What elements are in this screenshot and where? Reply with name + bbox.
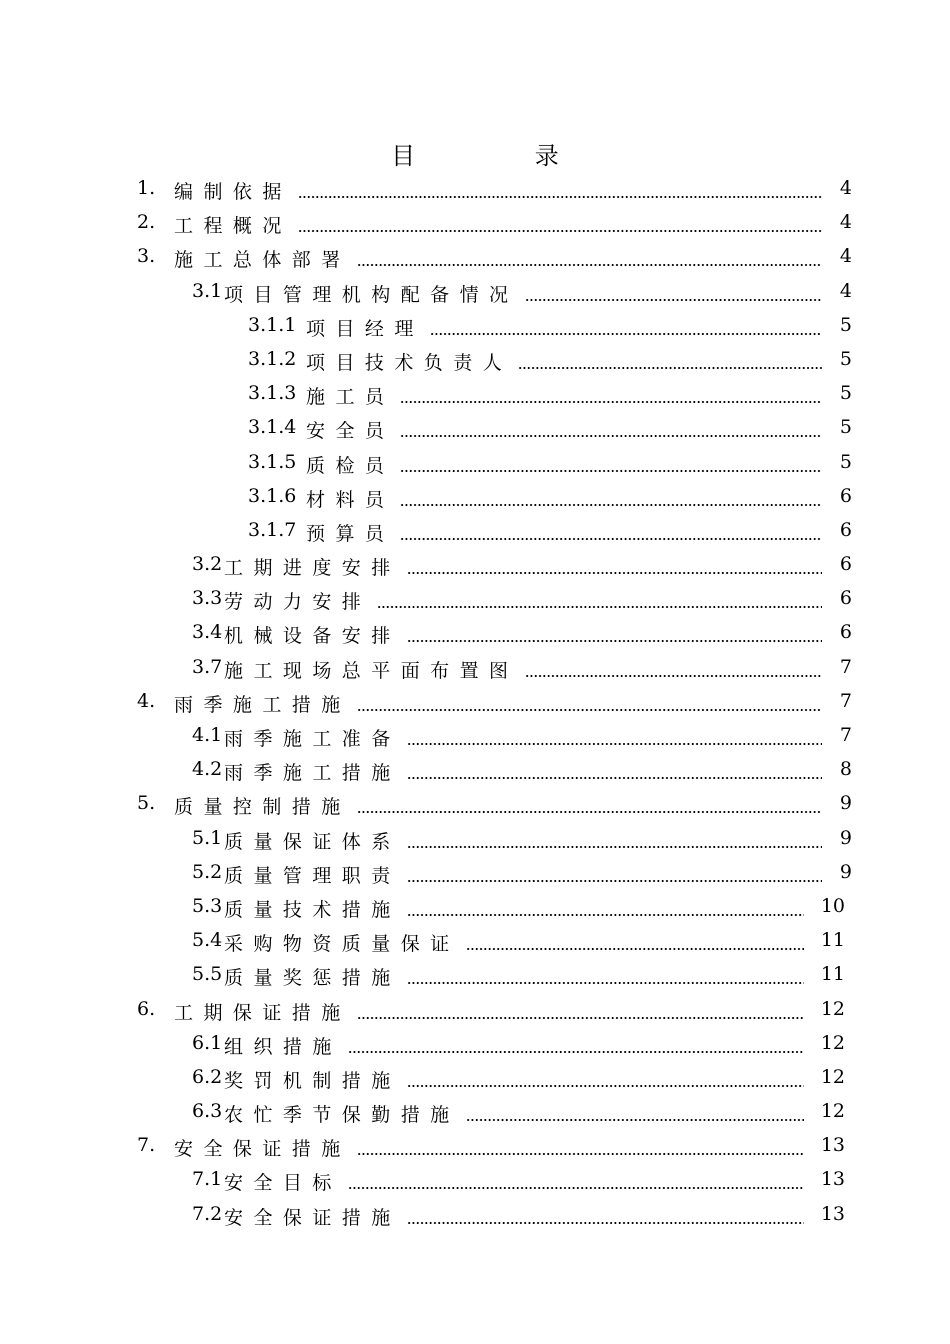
toc-leader-dots — [357, 1153, 804, 1155]
toc-entry[interactable] — [0, 206, 950, 240]
toc-entry-title: 采购物资质量保证 — [224, 933, 460, 956]
toc-leader-dots — [525, 299, 822, 301]
toc-entry-title: 质量管理职责 — [224, 864, 401, 887]
toc-entry[interactable] — [0, 1027, 950, 1061]
toc-entry-title: 编制依据 — [174, 181, 292, 203]
toc-entry-title: 雨季施工措施 — [174, 693, 351, 716]
toc-entry-title: 质量控制措施 — [174, 796, 351, 819]
toc-leader-dots — [400, 435, 822, 437]
toc-entry-title: 奖罚机制措施 — [224, 1069, 401, 1092]
toc-leader-dots — [518, 367, 822, 369]
toc-entry[interactable] — [0, 582, 950, 616]
toc-entry-number: 3.1.3 — [248, 382, 297, 405]
toc-entry-page: 11 — [820, 963, 845, 986]
toc-entry[interactable] — [0, 275, 950, 309]
toc-leader-dots — [407, 1085, 804, 1087]
toc-entry-page: 12 — [820, 1031, 845, 1054]
toc-leader-dots — [357, 709, 822, 711]
toc-entry-page: 4 — [839, 245, 852, 268]
toc-entry-title: 安全保证措施 — [224, 1206, 401, 1229]
toc-leader-dots — [525, 675, 822, 677]
toc-entry[interactable] — [0, 993, 950, 1027]
toc-entry[interactable] — [0, 343, 950, 377]
toc-entry[interactable] — [0, 651, 950, 685]
toc-entry-number: 5.5 — [192, 963, 223, 986]
toc-entry-page: 5 — [839, 382, 852, 405]
toc-entry-number: 3.3 — [192, 587, 223, 610]
toc-leader-dots — [407, 846, 822, 848]
toc-entry[interactable] — [0, 446, 950, 480]
toc-entry-title: 安全员 — [306, 420, 395, 443]
toc-entry-number: 3.1.4 — [248, 416, 297, 439]
toc-title: 目 录 — [391, 142, 615, 170]
toc-entry-page: 13 — [820, 1134, 845, 1157]
toc-entry[interactable] — [0, 172, 950, 206]
toc-entry-title: 项目技术负责人 — [306, 351, 513, 374]
toc-entry-number: 1. — [137, 177, 156, 199]
toc-entry[interactable] — [0, 753, 950, 787]
toc-entry[interactable] — [0, 719, 950, 753]
toc-leader-dots — [400, 538, 822, 540]
toc-entry[interactable] — [0, 514, 950, 548]
toc-entry-page: 5 — [839, 347, 852, 370]
toc-entry-number: 5.4 — [192, 929, 223, 952]
toc-entry-number: 6.1 — [192, 1031, 223, 1054]
toc-entry-number: 3.7 — [192, 655, 223, 678]
toc-entry[interactable] — [0, 787, 950, 821]
toc-leader-dots — [348, 1051, 804, 1053]
toc-entry-title: 材料员 — [306, 488, 395, 511]
toc-entry-page: 7 — [839, 724, 852, 746]
toc-entry-page: 9 — [839, 792, 852, 815]
toc-entry[interactable] — [0, 411, 950, 445]
toc-entry-number: 5.1 — [192, 826, 223, 849]
toc-entry-title: 项目管理机构配备情况 — [224, 283, 519, 306]
toc-entry-title: 项目经理 — [306, 317, 424, 340]
toc-leader-dots — [407, 1222, 804, 1224]
toc-entry-title: 雨季施工准备 — [224, 728, 401, 750]
toc-entry-title: 施工现场总平面布置图 — [224, 659, 519, 682]
toc-entry-title: 安全目标 — [224, 1172, 342, 1195]
toc-entry-title: 工程概况 — [174, 215, 292, 238]
toc-entry-number: 2. — [137, 211, 156, 234]
toc-leader-dots — [400, 401, 822, 403]
toc-entry-page: 6 — [839, 518, 852, 541]
toc-entry-number: 3.1 — [192, 279, 223, 302]
toc-leader-dots — [407, 880, 822, 882]
toc-entry-title: 工期进度安排 — [224, 557, 401, 580]
toc-entry-page: 12 — [820, 997, 845, 1020]
toc-entry-number: 6.2 — [192, 1065, 223, 1088]
toc-entry-title: 预算员 — [306, 522, 395, 545]
toc-entry-title: 劳动力安排 — [224, 591, 372, 614]
toc-entry-page: 11 — [820, 929, 845, 952]
toc-entry-title: 质检员 — [306, 454, 395, 477]
toc-entry-number: 3.1.5 — [248, 450, 297, 473]
toc-entry[interactable] — [0, 480, 950, 514]
toc-leader-dots — [430, 333, 822, 335]
toc-entry-page: 5 — [839, 416, 852, 439]
toc-entry-number: 3.2 — [192, 553, 223, 576]
toc-entry-title: 组织措施 — [224, 1035, 342, 1058]
toc-entry-title: 雨季施工措施 — [224, 762, 401, 785]
toc-entry-page: 5 — [839, 313, 852, 336]
toc-entry-page: 4 — [839, 177, 852, 199]
toc-entry-number: 3.4 — [192, 621, 223, 644]
toc-leader-dots — [466, 1119, 804, 1121]
toc-leader-dots — [407, 572, 822, 574]
toc-entry-page: 4 — [839, 211, 852, 234]
toc-leader-dots — [407, 743, 822, 745]
toc-leader-dots — [377, 606, 822, 608]
toc-entry-number: 7.1 — [192, 1168, 223, 1191]
toc-entry-number: 3.1.7 — [248, 518, 297, 541]
toc-entry-title: 质量技术措施 — [224, 898, 401, 921]
toc-leader-dots — [348, 1187, 804, 1189]
toc-entry[interactable] — [0, 685, 950, 719]
toc-entry-number: 6. — [137, 997, 156, 1020]
toc-entry[interactable] — [0, 822, 950, 856]
toc-entry-page: 13 — [820, 1202, 845, 1225]
toc-leader-dots — [400, 470, 822, 472]
toc-entry[interactable] — [0, 548, 950, 582]
toc-entry-number: 4.2 — [192, 758, 223, 781]
toc-leader-dots — [466, 948, 804, 950]
toc-entry[interactable] — [0, 1163, 950, 1197]
toc-leader-dots — [357, 264, 822, 266]
toc-leader-dots — [400, 504, 822, 506]
toc-entry[interactable] — [0, 377, 950, 411]
toc-entry-page: 9 — [839, 860, 852, 883]
toc-entry-title: 施工员 — [306, 386, 395, 409]
toc-list — [0, 172, 950, 1232]
toc-entry[interactable] — [0, 1095, 950, 1129]
toc-entry-number: 7.2 — [192, 1202, 223, 1225]
toc-entry-number: 4.1 — [192, 724, 223, 746]
toc-entry[interactable] — [0, 924, 950, 958]
toc-leader-dots — [298, 196, 822, 198]
toc-entry-number: 5.2 — [192, 860, 223, 883]
toc-entry-page: 7 — [839, 689, 852, 712]
toc-entry-number: 3. — [137, 245, 156, 268]
toc-entry[interactable] — [0, 309, 950, 343]
toc-entry[interactable] — [0, 616, 950, 650]
toc-entry[interactable] — [0, 240, 950, 274]
toc-entry[interactable] — [0, 1198, 950, 1232]
toc-entry-number: 3.1.6 — [248, 484, 297, 507]
toc-entry-number: 7. — [137, 1134, 156, 1157]
toc-entry-page: 6 — [839, 587, 852, 610]
toc-entry[interactable] — [0, 958, 950, 992]
toc-entry-number: 5. — [137, 792, 156, 815]
toc-entry-title: 工期保证措施 — [174, 1001, 351, 1024]
toc-entry-title: 机械设备安排 — [224, 625, 401, 648]
toc-entry-page: 7 — [839, 655, 852, 678]
toc-entry-page: 12 — [820, 1065, 845, 1088]
toc-entry[interactable] — [0, 856, 950, 890]
toc-entry-page: 5 — [839, 450, 852, 473]
toc-entry-page: 6 — [839, 484, 852, 507]
toc-entry-number: 3.1.1 — [248, 313, 297, 336]
toc-leader-dots — [407, 914, 804, 916]
toc-entry-page: 8 — [839, 758, 852, 781]
toc-entry[interactable] — [0, 890, 950, 924]
toc-entry-number: 4. — [137, 689, 156, 712]
toc-entry-title: 农忙季节保勤措施 — [224, 1104, 460, 1127]
toc-entry[interactable] — [0, 1129, 950, 1163]
toc-entry-title: 施工总体部署 — [174, 249, 351, 272]
toc-entry-title: 质量奖惩措施 — [224, 967, 401, 990]
toc-entry-page: 9 — [839, 826, 852, 849]
toc-entry-number: 3.1.2 — [248, 347, 297, 370]
toc-entry-number: 6.3 — [192, 1100, 223, 1123]
toc-entry[interactable] — [0, 1061, 950, 1095]
toc-entry-page: 6 — [839, 553, 852, 576]
toc-entry-title: 质量保证体系 — [224, 830, 401, 853]
toc-entry-page: 13 — [820, 1168, 845, 1191]
toc-entry-page: 12 — [820, 1100, 845, 1123]
toc-entry-title: 安全保证措施 — [174, 1138, 351, 1161]
toc-entry-page: 4 — [839, 279, 852, 302]
toc-entry-page: 10 — [820, 894, 845, 917]
toc-leader-dots — [357, 1017, 804, 1019]
toc-leader-dots — [407, 640, 822, 642]
toc-leader-dots — [407, 777, 822, 779]
toc-leader-dots — [407, 982, 804, 984]
toc-leader-dots — [357, 811, 822, 813]
toc-leader-dots — [298, 230, 822, 232]
toc-entry-number: 5.3 — [192, 894, 223, 917]
toc-entry-page: 6 — [839, 621, 852, 644]
